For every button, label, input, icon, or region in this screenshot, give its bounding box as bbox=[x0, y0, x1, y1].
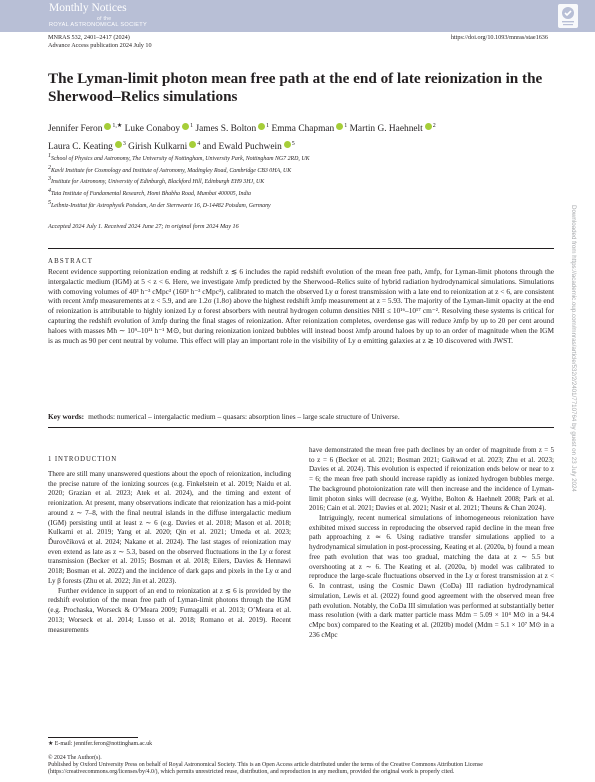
abstract-heading: ABSTRACT bbox=[48, 258, 94, 265]
download-watermark bbox=[567, 205, 579, 585]
column-right bbox=[309, 446, 554, 640]
author-affil: 3 bbox=[122, 141, 126, 148]
download-watermark-text: Downloaded from https://academic.oup.com/mnras/article/532/2/2401/7710764 by guest on 23 July 2024 bbox=[570, 205, 577, 492]
author-name: Girish Kulkarni bbox=[128, 142, 188, 153]
affiliation-list bbox=[48, 152, 548, 210]
doi-link[interactable]: https://doi.org/10.1093/mnras/stae1636 bbox=[450, 34, 548, 41]
author-name: Luke Conaboy bbox=[124, 124, 181, 135]
license-text: Published by Oxford University Press on behalf of Royal Astronomical Society. This is an Open Access article distributed under the terms of the Creative Commons Attribution License (https://creativecommons.org/licenses/by/4.0/), which permits unrestricted reuse, distribution, and reproduction in any medium, provided the original work is properly cited. bbox=[48, 762, 483, 776]
received-dates: Accepted 2024 July 1. Received 2024 June 27; in original form 2024 May 16 bbox=[48, 223, 239, 230]
paper-title: The Lyman-limit photon mean free path at the end of late reionization in the Sherwood–Relics simulations bbox=[48, 70, 543, 105]
affiliation-item: $^5$Leibniz-Institut für Astrophysik Potsdam, An der Sternwarte 16, D-14482 Potsdam, Germany bbox=[48, 199, 271, 209]
author-name: Jennifer Feron bbox=[48, 124, 103, 135]
author-affil: 1 bbox=[190, 123, 194, 129]
check-for-updates-icon[interactable] bbox=[557, 3, 579, 29]
journal-of-the: of the bbox=[97, 16, 112, 22]
advance-access: Advance Access publication 2024 July 10 bbox=[48, 42, 152, 49]
affiliation-item: $^1$School of Physics and Astronomy, The University of Nottingham, University Park, Nottingham NG7 2RD, UK bbox=[48, 153, 310, 162]
orcid-icon[interactable] bbox=[258, 123, 265, 130]
author-affil: 1,★ bbox=[112, 123, 123, 129]
orcid-icon[interactable] bbox=[104, 123, 111, 130]
orcid-icon[interactable] bbox=[189, 141, 196, 148]
affiliation-item: $^2$Kavli Institute for Cosmology and Institute of Astronomy, Madingley Road, Cambridge CB3 0HA, UK bbox=[48, 164, 292, 174]
paragraph: There are still many unanswered questions about the epoch of reionization, including the precise nature of the ionizing sources (e.g. Finkelstein et al. 2019; Naidu et al. 2020; Grazian et al. 2023; Atek et al. 2024), and the timing and extent of reionization. At present, many observations indicate that reionization has a mid-point around z ∼ 7–8, with the final neutral islands in the diffuse intergalactic medium (IGM) persisting until at least z ∼ 6 (e.g. Davies et al. 2018; Mason et al. 2018; Kulkarni et al. 2019; Yang et al. 2020; Qin et al. 2021; Umeda et al. 2023; Ďurovčíková et al. 2024; Nakane et al. 2024). The last stages of reionization may even extend as late as z ∼ 5.3, based on the observed fluctuations in the Ly α forest transmission (Becker et al. 2015; Bosman et al. 2018; Eilers, Davies & Hennawi 2018; Bosman et al. 2022) and the incidence of dark gaps and pixels in the Ly α and Ly β forests (Zhu et al. 2022; Jin et al. 2023). bbox=[48, 470, 291, 585]
citation-info bbox=[48, 34, 152, 50]
keywords-text: methods: numerical – intergalactic medium – quasars: absorption lines – large scale structure of Universe. bbox=[88, 412, 400, 421]
divider bbox=[48, 427, 554, 428]
copyright-notice bbox=[48, 755, 554, 777]
keywords-label: Key words: bbox=[48, 412, 85, 421]
journal-society-name: ROYAL ASTRONOMICAL SOCIETY bbox=[49, 22, 148, 28]
author-affil: 1 bbox=[266, 123, 270, 129]
author-name: James S. Bolton bbox=[195, 124, 257, 135]
abstract-text: Recent evidence supporting reionization ending at redshift z ≲ 6 includes the rapid redshift evolution of the mean free path, λmfp, for Lyman-limit photons through the intergalactic medium (IGM) at 5 < z < 6. Here, we investigate λmfp predicted by the Sherwood–Relics suite of hybrid radiation hydrodynamical simulations. Simulations with comoving volumes of 40³ h⁻³ cMpc³ (160³ h⁻³ cMpc³), calibrated to match the observed Ly α forest transmission with a late end to reionization at z < 6, are consistent with recent λmfp measurements at z < 5.9, and are 1.2σ (1.8σ) above the highest redshift λmfp measurement at z = 5.93. The majority of the Lyman-limit opacity at the end of reionization is attributable to highly ionized Ly α forest absorbers with neutral hydrogen column densities NHI ≤ 10¹⁶–10¹⁷ cm⁻². Resolving these systems is critical for capturing the redshift evolution of λmfp during the final stages of reionization. After reionization completes, overdense gas will reduce λmfp by up to 20 per cent around haloes with masses Mh ∼ 10⁹–10¹¹ h⁻¹ M⊙, but during reionization ionized bubbles will instead boost λmfp around haloes by up to an order of magnitude when the IGM is as much as 90 per cent neutral by volume. This effect will play an important role in the visibility of Ly α emitting galaxies at z ≳ 10 discovered with JWST. bbox=[48, 267, 554, 345]
orcid-icon[interactable] bbox=[425, 123, 432, 130]
footnote-divider bbox=[48, 737, 138, 738]
orcid-icon[interactable] bbox=[115, 141, 122, 148]
author-list bbox=[48, 119, 568, 155]
orcid-icon[interactable] bbox=[284, 141, 291, 148]
author-line-1 bbox=[48, 119, 568, 137]
paragraph: Further evidence in support of an end to reionization at z ≲ 6 is provided by the redshift evolution of the mean free path of Lyman-limit photons through the IGM (e.g. Prochaska, Worseck & O’Meara 2009; Fumagalli et al. 2013; O’Meara et al. 2013; Worseck et al. 2014; Lusso et al. 2018; Romano et al. 2019). Recent measurements bbox=[48, 586, 291, 634]
copyright-line: © 2024 The Author(s). bbox=[48, 755, 102, 761]
journal-title: Monthly Notices bbox=[49, 2, 127, 14]
journal-society bbox=[49, 16, 147, 28]
divider bbox=[48, 248, 554, 249]
author-name: Laura C. Keating bbox=[48, 142, 113, 153]
email-link[interactable]: jennifer.feron@nottingham.ac.uk bbox=[73, 741, 153, 747]
journal-banner bbox=[0, 0, 595, 32]
section-heading: 1 INTRODUCTION bbox=[48, 456, 118, 463]
orcid-icon[interactable] bbox=[182, 123, 189, 130]
column-left bbox=[48, 470, 291, 635]
paragraph: have demonstrated the mean free path declines by an order of magnitude from z = 5 to z = 6 (Becker et al. 2021; Bosman 2021; Gaikwad et al. 2023; Zhu et al. 2023; Davies et al. 2024). This evolution is expected if reionization ends below or near to z = 6; the mean free path should increase rapidly as ionized hydrogen bubbles merge. The background photoionization rate will then increase and the incidence of Lyman-limit photon sinks will decrease (e.g. Wyithe, Bolton & Haehnelt 2008; Park et al. 2016; Cain et al. 2021; Davies et al. 2021; Nasir et al. 2021; Theuns & Chan 2024). bbox=[309, 446, 554, 513]
author-name: Martin G. Haehnelt bbox=[349, 124, 423, 135]
author-affil: 2 bbox=[432, 123, 436, 129]
author-affil: 4 bbox=[197, 141, 201, 148]
corresponding-email bbox=[48, 741, 152, 747]
affiliation-item: $^3$Institute for Astronomy, University of Edinburgh, Blackford Hill, Edinburgh EH9 3HJ, UK bbox=[48, 176, 265, 186]
orcid-icon[interactable] bbox=[336, 123, 343, 130]
author-name: Emma Chapman bbox=[271, 124, 335, 135]
author-affil: 5 bbox=[291, 141, 295, 148]
author-name: Ewald Puchwein bbox=[218, 142, 282, 153]
keywords bbox=[48, 412, 554, 421]
paragraph: Intriguingly, recent numerical simulations of inhomogeneous reionization have exhibited mixed success in reproducing the observed rapid decline in the mean free path approaching z ≃ 6. Using radiative transfer simulations applied to a hydrodynamical simulation in post-processing, Keating et al. (2020a, b) found a mean free path evolution that was too gradual, matching the data at z ∼ 5.5 but overshooting at z ∼ 6. The Keating et al. (2020a, b) model was calibrated to reproduce the large-scale fluctuations observed in the Ly α forest transmission at z < 6. In contrast, using the Cosmic Dawn (CoDa) III radiation hydrodynamical simulation, Lewis et al. (2022) found good agreement with the observed mean free path evolution. Notably, the CoDa III simulation was performed at substantially better mass resolution (with a dark matter particle mass Mdm = 5.09 × 10⁴ M⊙ in a 94.4 cMpc box) compared to the Keating et al. (2020b) model (Mdm = 5.1 × 10⁷ M⊙ in a 236 cMpc bbox=[309, 514, 554, 639]
affiliation-item: $^4$Tata Institute of Fundamental Research, Homi Bhabha Road, Mumbai 400005, India bbox=[48, 188, 251, 197]
author-and: and bbox=[202, 142, 217, 153]
author-affil: 1 bbox=[344, 123, 348, 129]
email-label: ★ E-mail: bbox=[48, 741, 73, 747]
citation: MNRAS 532, 2401–2417 (2024) bbox=[48, 34, 130, 41]
